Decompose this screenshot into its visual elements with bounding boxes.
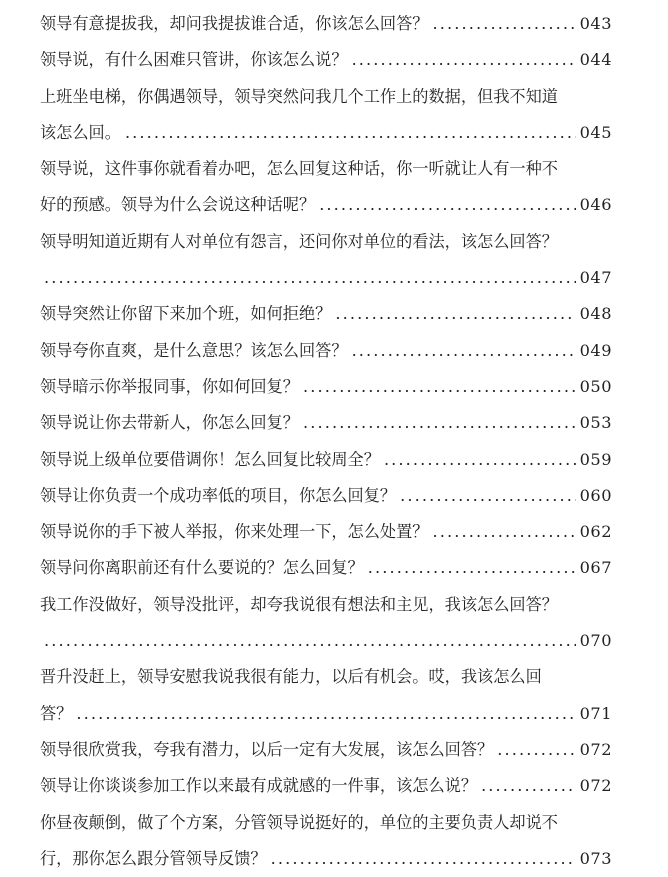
toc-entry-line bbox=[40, 151, 612, 187]
dot-leader bbox=[319, 187, 575, 223]
toc-entry-line bbox=[40, 224, 612, 260]
page-number: 073 bbox=[579, 848, 612, 868]
dot-leader bbox=[481, 768, 576, 804]
toc-entry-last-line bbox=[40, 115, 612, 151]
toc-entry-title: 领导暗示你举报同事，你如何回复？ bbox=[40, 376, 299, 396]
toc-entry-last-line bbox=[40, 768, 612, 804]
dot-leader bbox=[400, 478, 575, 514]
cut-off-next-entry bbox=[40, 855, 612, 875]
toc-entry-last-line bbox=[40, 405, 612, 441]
dot-leader bbox=[303, 369, 576, 405]
toc-entry[interactable] bbox=[40, 79, 612, 152]
toc-entry-title: 领导让你负责一个成功率低的项目，你怎么回复？ bbox=[40, 485, 397, 505]
table-of-contents bbox=[40, 6, 612, 877]
toc-entry-last-line bbox=[40, 6, 612, 42]
toc-entry-line bbox=[40, 805, 612, 841]
toc-entry-title: 好的预感。领导为什么会说这种话呢？ bbox=[40, 195, 316, 215]
page-number: 045 bbox=[579, 122, 612, 142]
toc-entry-title: 领导问你离职前还有什么要说的？怎么回复？ bbox=[40, 558, 364, 578]
toc-entry-last-line bbox=[40, 478, 612, 514]
page-number: 059 bbox=[579, 449, 612, 469]
page-number: 062 bbox=[579, 522, 612, 542]
toc-entry-title: 答？ bbox=[40, 703, 73, 723]
dot-leader bbox=[352, 333, 576, 369]
toc-entry-last-line bbox=[40, 550, 612, 586]
toc-entry[interactable] bbox=[40, 333, 612, 369]
toc-entry-last-line bbox=[40, 514, 612, 550]
page-number: 072 bbox=[579, 776, 612, 796]
toc-entry[interactable] bbox=[40, 587, 612, 660]
dot-leader bbox=[352, 42, 576, 78]
dot-leader bbox=[497, 732, 575, 768]
dot-leader bbox=[76, 696, 575, 732]
dot-leader bbox=[433, 514, 576, 550]
toc-entry-last-line bbox=[40, 623, 612, 659]
dot-leader bbox=[303, 405, 576, 441]
toc-entry[interactable] bbox=[40, 768, 612, 804]
toc-entry[interactable] bbox=[40, 550, 612, 586]
toc-entry-line bbox=[40, 659, 612, 695]
dot-leader bbox=[44, 623, 576, 659]
page-number: 070 bbox=[579, 631, 612, 651]
page-number: 043 bbox=[579, 14, 612, 33]
toc-entry-title: 上班坐电梯，你偶遇领导，领导突然问我几个工作上的数据，但我不知道 bbox=[40, 86, 558, 106]
toc-entry[interactable] bbox=[40, 405, 612, 441]
toc-entry[interactable] bbox=[40, 224, 612, 297]
page-number: 046 bbox=[579, 195, 612, 215]
toc-entry-title: 领导说上级单位要借调你！怎么回复比较周全？ bbox=[40, 449, 380, 469]
toc-entry[interactable] bbox=[40, 659, 612, 732]
toc-entry[interactable] bbox=[40, 514, 612, 550]
page-number: 060 bbox=[579, 485, 612, 505]
toc-entry-last-line bbox=[40, 696, 612, 732]
toc-entry-title: 该怎么回。 bbox=[40, 122, 121, 142]
toc-entry[interactable] bbox=[40, 732, 612, 768]
toc-entry[interactable] bbox=[40, 478, 612, 514]
toc-entry[interactable] bbox=[40, 6, 612, 42]
dot-leader bbox=[384, 442, 576, 478]
toc-entry-line bbox=[40, 587, 612, 623]
toc-entry-last-line bbox=[40, 732, 612, 768]
toc-entry[interactable] bbox=[40, 442, 612, 478]
toc-entry-last-line bbox=[40, 296, 612, 332]
toc-entry-title: 领导说让你去带新人，你怎么回复？ bbox=[40, 413, 299, 433]
toc-entry-title: 行，那你怎么跟分管领导反馈？ bbox=[40, 848, 267, 868]
toc-entry-last-line bbox=[40, 442, 612, 478]
toc-entry-last-line bbox=[40, 187, 612, 223]
dot-leader bbox=[44, 260, 576, 296]
dot-leader bbox=[335, 296, 575, 332]
toc-entry-title: 晋升没赶上，领导安慰我说我很有能力，以后有机会。哎，我该怎么回 bbox=[40, 667, 542, 687]
page-number: 047 bbox=[579, 268, 612, 288]
toc-entry-last-line bbox=[40, 333, 612, 369]
page-number: 048 bbox=[579, 304, 612, 324]
page-number: 049 bbox=[579, 340, 612, 360]
toc-entry-line bbox=[40, 79, 612, 115]
dot-leader bbox=[433, 6, 576, 42]
toc-entry[interactable] bbox=[40, 369, 612, 405]
toc-entry-title: 领导说，这件事你就看着办吧，怎么回复这种话，你一听就让人有一种不 bbox=[40, 159, 558, 179]
page-number: 071 bbox=[579, 703, 612, 723]
toc-entry-title: 领导有意提拔我，却问我提拔谁合适，你该怎么回答？ bbox=[40, 14, 429, 33]
toc-entry-title: 领导说，有什么困难只管讲，你该怎么说？ bbox=[40, 50, 348, 70]
toc-entry[interactable] bbox=[40, 151, 612, 224]
toc-entry-last-line bbox=[40, 369, 612, 405]
page-number: 067 bbox=[579, 558, 612, 578]
toc-entry-last-line bbox=[40, 42, 612, 78]
page-number: 072 bbox=[579, 739, 612, 759]
toc-entry-title: 领导突然让你留下来加个班，如何拒绝？ bbox=[40, 304, 332, 324]
toc-entry-title: 领导夸你直爽，是什么意思？该怎么回答？ bbox=[40, 340, 348, 360]
toc-entry-title: 领导明知道近期有人对单位有怨言，还问你对单位的看法，该怎么回答？ bbox=[40, 231, 558, 251]
toc-entry-title: 领导让你谈谈参加工作以来最有成就感的一件事，该怎么说？ bbox=[40, 776, 478, 796]
dot-leader bbox=[368, 550, 576, 586]
toc-entry-title: 你昼夜颠倒，做了个方案，分管领导说挺好的，单位的主要负责人却说不 bbox=[40, 812, 558, 832]
toc-entry-title: 领导说你的手下被人举报，你来处理一下，怎么处置？ bbox=[40, 522, 429, 542]
toc-entry[interactable] bbox=[40, 42, 612, 78]
page-number: 050 bbox=[579, 376, 612, 396]
dot-leader bbox=[125, 115, 576, 151]
toc-entry[interactable] bbox=[40, 296, 612, 332]
page-number: 053 bbox=[579, 413, 612, 433]
toc-entry-title: 领导很欣赏我，夸我有潜力，以后一定有大发展，该怎么回答？ bbox=[40, 739, 494, 759]
page-number: 044 bbox=[579, 50, 612, 70]
toc-entry-last-line bbox=[40, 260, 612, 296]
toc-entry-title: 我工作没做好，领导没批评，却夸我说很有想法和主见，我该怎么回答？ bbox=[40, 594, 558, 614]
